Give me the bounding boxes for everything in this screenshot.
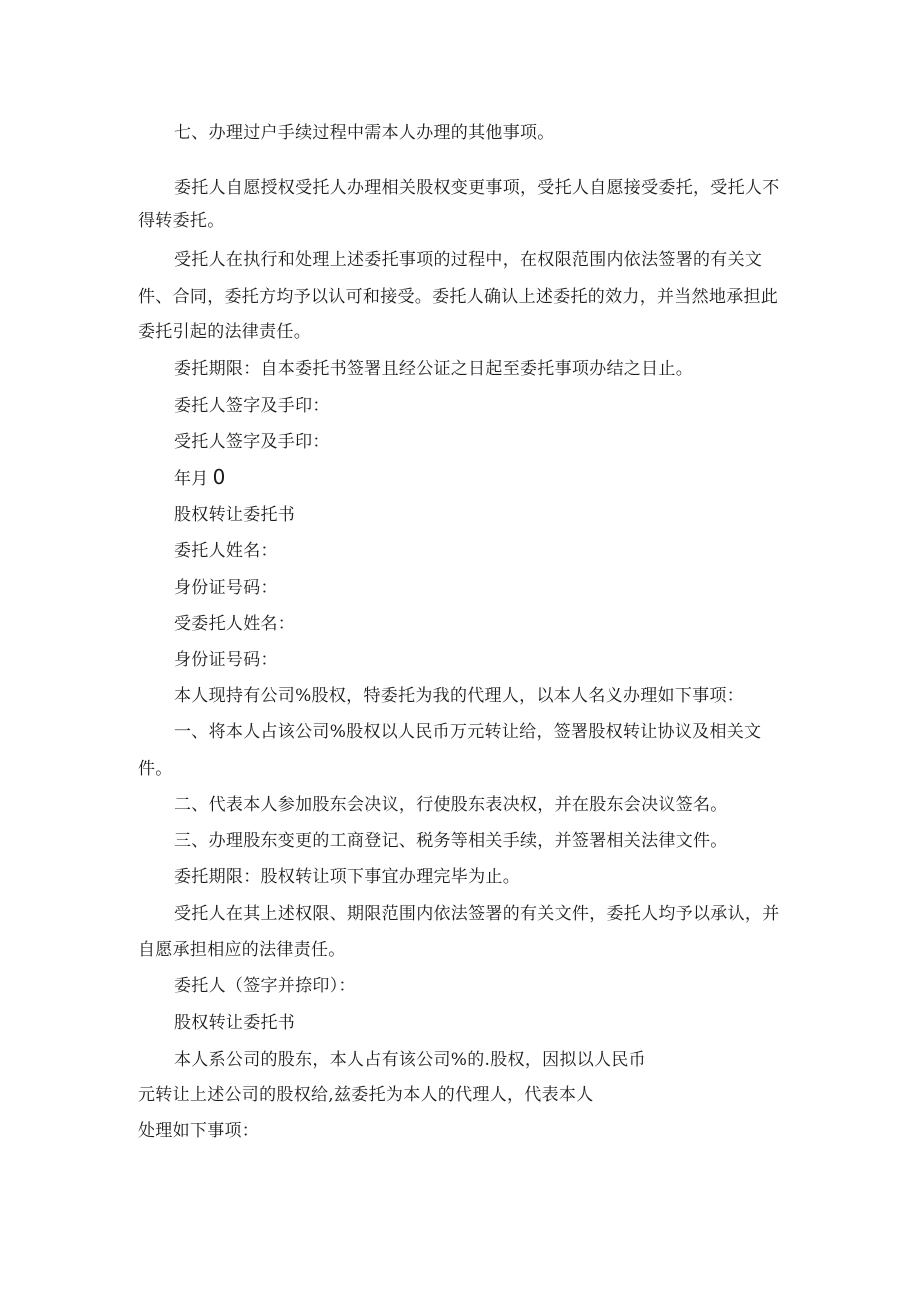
label-principal-signature: 委托人签字及手印：	[174, 396, 330, 416]
paragraph-line-item-one-2: 件。	[138, 759, 173, 779]
label-principal-sign-thumbprint: 委托人（签字并捺印）：	[174, 976, 356, 996]
paragraph-line-item-two: 二、代表本人参加股东会决议，行使股东表决权，并在股东会决议签名。	[174, 795, 728, 815]
label-id-number-1: 身份证号码：	[174, 578, 278, 598]
section-title-equity-transfer-2: 股权转让委托书	[174, 1013, 296, 1033]
section-title-equity-transfer-1: 股权转让委托书	[174, 505, 296, 525]
paragraph-line-authorization-2: 得转委托。	[138, 211, 225, 231]
paragraph-line-authorization-1: 委托人自愿授权受托人办理相关股权变更事项，受托人自愿接受委托，受托人不	[174, 178, 780, 198]
paragraph-line-execution-2: 件、合同，委托方均予以认可和接受。委托人确认上述委托的效力，并当然地承担此	[138, 287, 779, 307]
date-zero: 0	[212, 465, 226, 489]
paragraph-line-execution-1: 受托人在执行和处理上述委托事项的过程中，在权限范围内依法签署的有关文	[174, 250, 763, 270]
paragraph-line-term-2: 委托期限：股权转让项下事宜办理完毕为止。	[174, 867, 520, 887]
paragraph-line-acceptance-2: 自愿承担相应的法律责任。	[138, 940, 346, 960]
paragraph-line-item-three: 三、办理股东变更的工商登记、税务等相关手续，并签署相关法律文件。	[174, 831, 728, 851]
paragraph-line-term: 委托期限：自本委托书签署且经公证之日起至委托事项办结之日止。	[174, 359, 693, 379]
paragraph-line-shareholder-2: 元转让上述公司的股权给,兹委托为本人的代理人，代表本人	[138, 1085, 594, 1105]
paragraph-line-execution-3: 委托引起的法律责任。	[138, 322, 311, 342]
paragraph-line-item-one-1: 一、将本人占该公司%股权以人民币万元转让给，签署股权转让协议及相关文	[174, 722, 762, 742]
label-agent-name: 受委托人姓名：	[174, 614, 296, 634]
paragraph-line-acceptance-1: 受托人在其上述权限、期限范围内依法签署的有关文件，委托人均予以承认，并	[174, 904, 780, 924]
paragraph-line-holding: 本人现持有公司%股权，特委托为我的代理人，以本人名义办理如下事项：	[174, 686, 745, 706]
paragraph-line-shareholder-1: 本人系公司的股东，本人占有该公司%的.股权，因拟以人民币	[174, 1050, 646, 1070]
paragraph-line-item-seven: 七、办理过户手续过程中需本人办理的其他事项。	[174, 123, 555, 143]
date-label: 年月	[174, 469, 209, 489]
paragraph-line-shareholder-3: 处理如下事项：	[138, 1121, 260, 1141]
date-line	[174, 466, 226, 490]
label-principal-name: 委托人姓名：	[174, 541, 278, 561]
label-id-number-2: 身份证号码：	[174, 650, 278, 670]
label-agent-signature: 受托人签字及手印：	[174, 432, 330, 452]
